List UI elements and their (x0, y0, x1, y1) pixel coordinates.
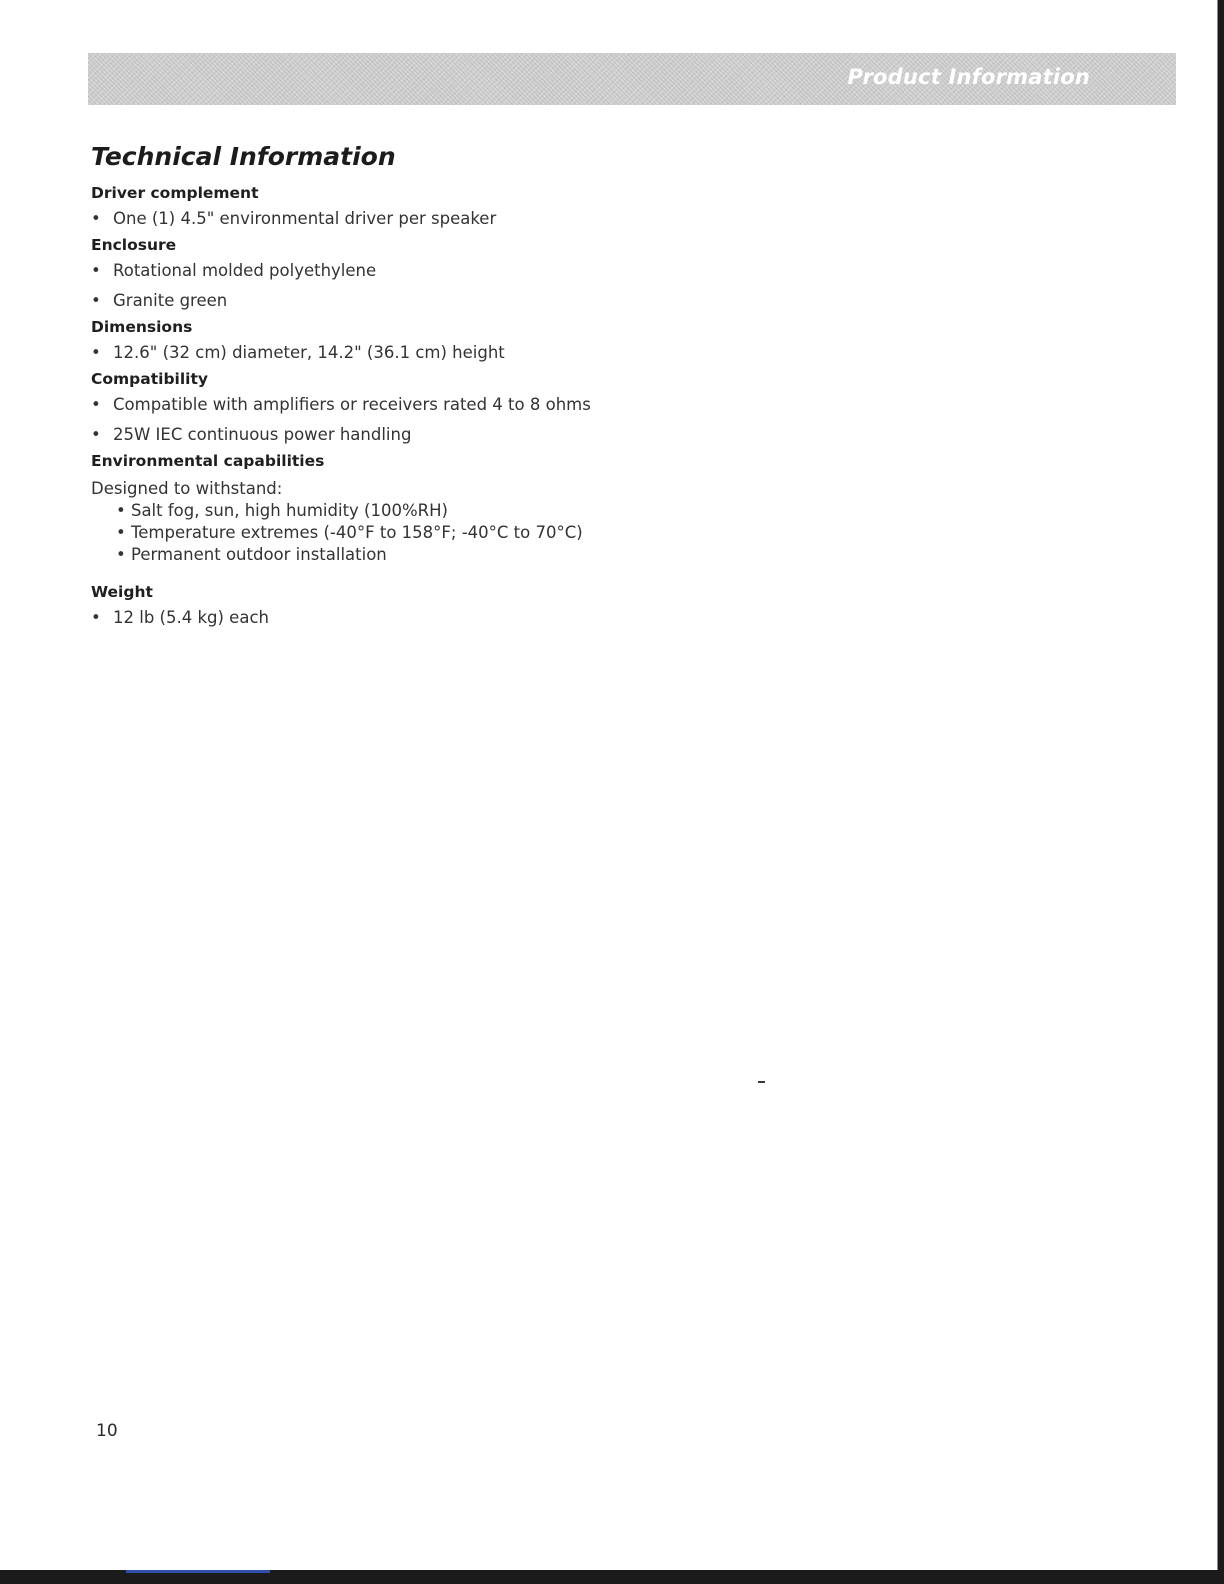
list-item-text: Rotational molded polyethylene (113, 261, 377, 280)
bottom-rule (126, 1570, 270, 1573)
section-enclosure (91, 234, 791, 316)
header-band (88, 53, 1176, 105)
section-heading: Weight (91, 583, 153, 601)
section-heading: Compatibility (91, 370, 208, 388)
bullet-list (91, 338, 791, 368)
section-heading: Dimensions (91, 318, 193, 336)
bullet-list (91, 390, 791, 450)
bullet-list (91, 603, 791, 633)
section-environmental (91, 450, 791, 566)
section-compatibility (91, 368, 791, 450)
list-item-text: Granite green (113, 291, 228, 310)
sub-list-item: • Temperature extremes (-40°F to 158°F; -40°C to 70°C) (116, 523, 583, 542)
list-item-text: 12 lb (5.4 kg) each (113, 608, 269, 627)
bullet-list (91, 204, 791, 234)
list-item-text: 25W IEC continuous power handling (113, 425, 412, 444)
list-item (91, 204, 791, 234)
bullet-glyph: • (91, 343, 101, 362)
section-heading: Environmental capabilities (91, 452, 325, 470)
list-item-text: 12.6" (32 cm) diameter, 14.2" (36.1 cm) height (113, 343, 505, 362)
list-item (91, 420, 791, 450)
list-item (91, 603, 791, 633)
spec-content (91, 182, 791, 633)
list-item-text: One (1) 4.5" environmental driver per speaker (113, 209, 497, 228)
scan-speck (758, 1081, 765, 1083)
sub-list-item: • Salt fog, sun, high humidity (100%RH) (116, 501, 448, 520)
bullet-glyph: • (91, 261, 101, 280)
page-title: Technical Information (91, 142, 396, 171)
bullet-glyph: • (91, 395, 101, 414)
list-item (91, 390, 791, 420)
section-driver-complement (91, 182, 791, 234)
section-heading: Driver complement (91, 184, 259, 202)
section-heading: Enclosure (91, 236, 177, 254)
bullet-glyph: • (91, 209, 101, 228)
bullet-list (91, 256, 791, 316)
sub-list-item: • Permanent outdoor installation (116, 545, 387, 564)
sub-list (91, 500, 791, 566)
spacer (91, 566, 791, 581)
bullet-glyph: • (91, 608, 101, 627)
list-item (91, 256, 791, 286)
list-item-text: Compatible with amplifiers or receivers rated 4 to 8 ohms (113, 395, 591, 414)
page-number: 10 (96, 1421, 118, 1441)
bullet-glyph: • (91, 425, 101, 444)
list-item (91, 338, 791, 368)
list-item (91, 286, 791, 316)
section-weight (91, 581, 791, 633)
section-dimensions (91, 316, 791, 368)
bullet-glyph: • (91, 291, 101, 310)
scan-right-edge (1212, 0, 1224, 1584)
header-label: Product Information (847, 65, 1090, 89)
intro-text: Designed to withstand: (91, 479, 283, 498)
